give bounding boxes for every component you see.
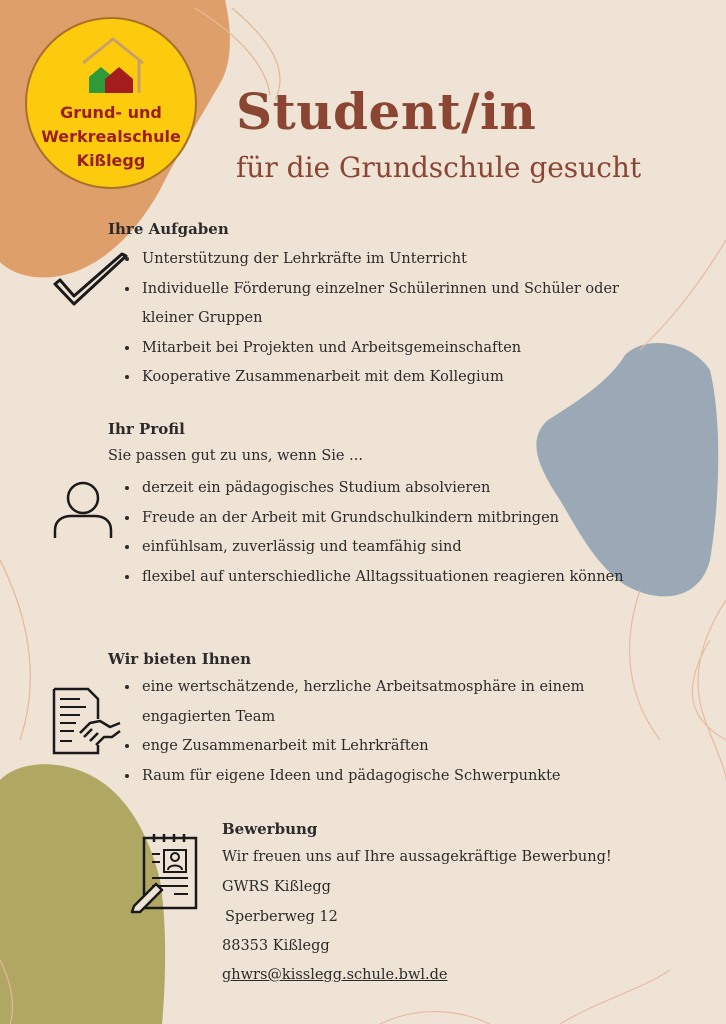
logo-line-1: Grund- und — [60, 103, 162, 122]
profile-intro: Sie passen gut zu uns, wenn Sie ... — [108, 448, 363, 464]
page-title: Student/in — [236, 82, 537, 141]
application-heading: Bewerbung — [222, 820, 318, 838]
school-street: Sperberweg 12 — [225, 909, 338, 925]
page-subtitle: für die Grundschule gesucht — [236, 151, 642, 184]
list-item: • Freude an der Arbeit mit Grundschulkindern mitbringen — [140, 504, 630, 534]
logo-line-2: Werkrealschule — [41, 127, 181, 146]
list-item: • derzeit ein pädagogisches Studium absolvieren — [140, 474, 630, 504]
school-name: GWRS Kißlegg — [222, 879, 331, 895]
list-item: • einfühlsam, zuverlässig und teamfähig sind — [140, 533, 630, 563]
list-item: • Mitarbeit bei Projekten und Arbeitsgemeinschaften — [140, 334, 660, 364]
school-logo — [25, 17, 197, 189]
tasks-list — [110, 245, 660, 393]
list-item: • Kooperative Zusammenarbeit mit dem Kollegium — [140, 363, 660, 393]
list-item: • Raum für eigene Ideen und pädagogische Schwerpunkte — [140, 762, 640, 792]
list-item: • enge Zusammenarbeit mit Lehrkräften — [140, 732, 640, 762]
list-item: • Unterstützung der Lehrkräfte im Unterricht — [140, 245, 660, 275]
offer-heading: Wir bieten Ihnen — [108, 650, 252, 668]
application-intro: Wir freuen uns auf Ihre aussagekräftige Bewerbung! — [222, 849, 612, 865]
school-city: 88353 Kißlegg — [222, 938, 330, 954]
list-item: • Individuelle Förderung einzelner Schülerinnen und Schüler oder kleiner Gruppen — [140, 275, 660, 334]
house-logo-icon — [81, 33, 145, 99]
profile-heading: Ihr Profil — [108, 420, 185, 438]
offer-list — [110, 673, 640, 791]
profile-list — [110, 474, 630, 592]
list-item: • flexibel auf unterschiedliche Alltagssituationen reagieren können — [140, 563, 630, 593]
application-form-icon — [130, 832, 212, 914]
tasks-heading: Ihre Aufgaben — [108, 220, 229, 238]
list-item: • eine wertschätzende, herzliche Arbeitsatmosphäre in einem engagierten Team — [140, 673, 640, 732]
person-icon — [52, 478, 114, 540]
logo-line-3: Kißlegg — [76, 151, 146, 170]
email-link[interactable]: ghwrs@kisslegg.schule.bwl.de — [222, 967, 448, 983]
